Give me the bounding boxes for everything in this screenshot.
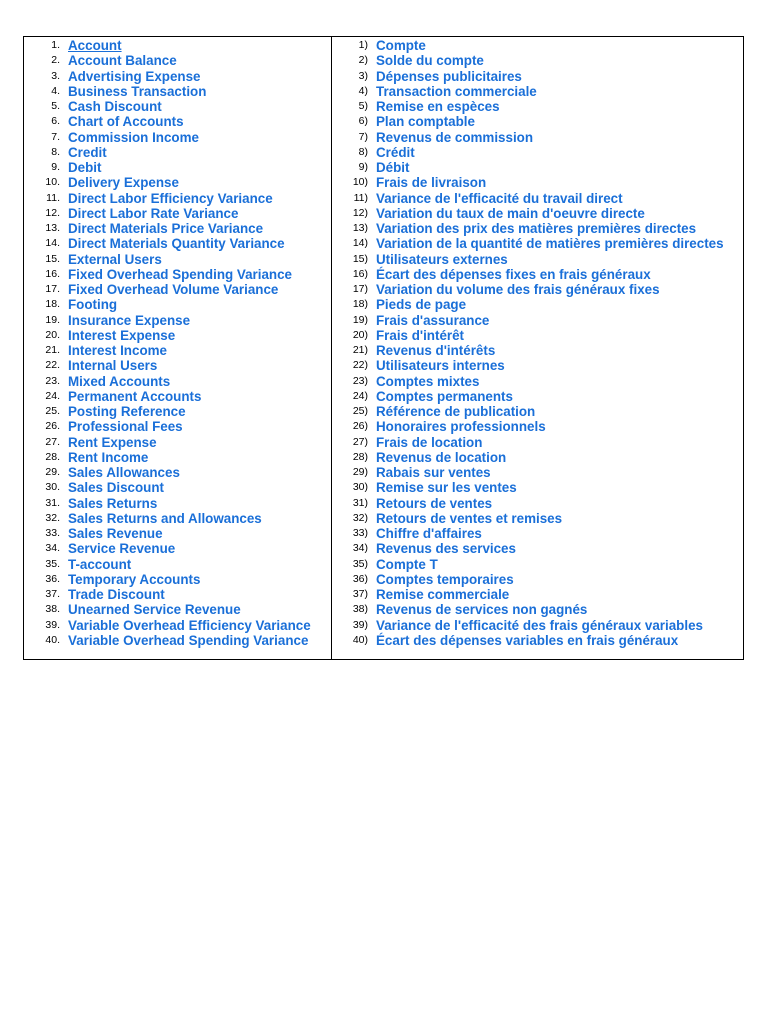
french-term-number: 8): [358, 145, 368, 158]
french-term-number: 21): [352, 344, 368, 356]
english-term-row: [24, 114, 330, 129]
english-term-number: 7.: [51, 130, 60, 143]
english-terms-column: [24, 38, 330, 648]
english-term-row: [24, 633, 330, 648]
english-term-label: Interest Income: [68, 343, 167, 358]
english-term-row: [24, 252, 330, 267]
english-term-label: Temporary Accounts: [68, 571, 201, 587]
english-term-label: Advertising Expense: [68, 68, 201, 84]
english-term-label: Insurance Expense: [68, 312, 191, 328]
french-term-row: [332, 252, 743, 267]
french-term-row: [332, 282, 743, 297]
french-term-row: [332, 618, 743, 633]
french-term-row: [332, 633, 743, 648]
english-term-row: [24, 160, 330, 175]
french-term-label: Plan comptable: [376, 114, 475, 130]
english-term-number: 5.: [51, 100, 60, 112]
french-term-label: Remise commerciale: [376, 587, 510, 602]
english-term-row: [24, 480, 330, 495]
french-term-number: 37): [352, 588, 368, 600]
english-term-label: Rent Income: [68, 449, 149, 465]
french-term-number: 33): [352, 527, 368, 539]
french-term-label: Pieds de page: [376, 297, 467, 313]
french-term-number: 38): [352, 603, 368, 616]
french-term-label: Variation de la quantité de matières premières directes: [376, 236, 724, 252]
french-term-label: Transaction commerciale: [376, 83, 537, 99]
english-term-row: [24, 343, 330, 358]
french-term-number: 23): [352, 374, 368, 387]
french-term-row: [332, 435, 743, 450]
english-term-row: [24, 84, 330, 99]
french-term-label: Écart des dépenses variables en frais généraux: [376, 632, 679, 648]
english-term-label: Permanent Accounts: [68, 388, 202, 404]
french-term-label: Comptes temporaires: [376, 571, 514, 587]
english-term-row: [24, 465, 330, 480]
english-term-row: [24, 99, 330, 114]
french-term-number: 18): [352, 298, 368, 311]
french-term-row: [332, 557, 743, 572]
english-term-row: [24, 282, 330, 297]
french-term-label: Revenus de commission: [376, 129, 534, 145]
english-term-number: 17.: [45, 283, 60, 295]
english-term-row: [24, 435, 330, 450]
english-term-number: 23.: [45, 374, 60, 387]
english-term-number: 16.: [45, 267, 60, 280]
french-term-number: 3): [358, 69, 368, 82]
french-term-row: [332, 114, 743, 129]
english-term-number: 35.: [45, 557, 60, 570]
english-term-row: [24, 541, 330, 556]
french-term-label: Dépenses publicitaires: [376, 68, 522, 84]
french-term-row: [332, 511, 743, 526]
english-term-label: Sales Revenue: [68, 526, 163, 541]
english-term-number: 1.: [51, 39, 60, 51]
french-term-row: [332, 572, 743, 587]
french-term-label: Revenus de services non gagnés: [376, 602, 588, 618]
french-term-row: [332, 99, 743, 114]
french-term-row: [332, 313, 743, 328]
english-term-row: [24, 313, 330, 328]
english-term-label: Cash Discount: [68, 99, 162, 114]
english-term-label: Commission Income: [68, 129, 199, 145]
english-term-number: 30.: [45, 481, 60, 494]
french-term-label: Comptes permanents: [376, 388, 513, 404]
french-term-number: 16): [352, 267, 368, 280]
french-term-row: [332, 374, 743, 389]
french-term-number: 40): [352, 633, 368, 646]
french-term-label: Crédit: [376, 144, 415, 160]
english-term-row: [24, 511, 330, 526]
english-term-label: Variable Overhead Spending Variance: [68, 632, 309, 648]
french-term-row: [332, 38, 743, 53]
english-term-number: 21.: [45, 344, 60, 356]
french-term-number: 27): [352, 435, 368, 448]
english-term-number: 26.: [45, 420, 60, 433]
french-term-number: 32): [352, 511, 368, 524]
english-term-row: [24, 419, 330, 434]
french-term-number: 5): [358, 100, 368, 112]
english-term-number: 27.: [45, 435, 60, 448]
french-term-number: 7): [358, 130, 368, 143]
english-term-row: [24, 221, 330, 236]
french-term-row: [332, 328, 743, 343]
english-term-row: [24, 175, 330, 190]
english-term-label: Unearned Service Revenue: [68, 602, 241, 618]
english-term-number: 20.: [45, 328, 60, 341]
french-term-label: Retours de ventes: [376, 495, 493, 511]
english-term-label: Service Revenue: [68, 541, 176, 557]
english-term-label: Sales Discount: [68, 480, 164, 496]
english-term-label: Mixed Accounts: [68, 373, 171, 389]
french-term-label: Débit: [376, 160, 410, 175]
french-term-label: Frais de livraison: [376, 175, 487, 191]
english-term-row: [24, 53, 330, 68]
french-term-row: [332, 404, 743, 419]
french-term-number: 12): [352, 206, 368, 219]
english-term-label: Business Transaction: [68, 83, 207, 99]
french-term-row: [332, 69, 743, 84]
french-term-label: Utilisateurs externes: [376, 251, 508, 267]
english-term-number: 19.: [45, 313, 60, 326]
english-term-number: 38.: [45, 603, 60, 616]
french-term-label: Écart des dépenses fixes en frais généraux: [376, 266, 651, 282]
french-term-label: Revenus des services: [376, 541, 516, 557]
french-term-number: 39): [352, 618, 368, 631]
french-term-row: [332, 541, 743, 556]
english-term-row: [24, 328, 330, 343]
english-term-label: Internal Users: [68, 358, 158, 374]
english-term-label: Sales Returns and Allowances: [68, 510, 262, 526]
french-term-row: [332, 465, 743, 480]
french-term-row: [332, 602, 743, 617]
french-term-label: Utilisateurs internes: [376, 358, 505, 374]
english-term-number: 31.: [45, 496, 60, 509]
french-term-label: Compte T: [376, 556, 438, 572]
english-term-number: 22.: [45, 359, 60, 372]
english-term-label: Footing: [68, 297, 118, 313]
english-term-label: Fixed Overhead Volume Variance: [68, 282, 279, 297]
french-term-label: Variation du volume des frais généraux fixes: [376, 282, 660, 297]
french-term-number: 2): [358, 54, 368, 67]
english-term-row: [24, 404, 330, 419]
english-term-number: 9.: [51, 161, 60, 173]
english-term-row: [24, 374, 330, 389]
french-term-label: Remise sur les ventes: [376, 480, 517, 496]
french-term-number: 28): [352, 450, 368, 463]
french-term-label: Variance de l'efficacité des frais généraux variables: [376, 617, 703, 633]
french-term-number: 11): [353, 191, 368, 204]
french-term-row: [332, 389, 743, 404]
french-term-row: [332, 130, 743, 145]
french-term-label: Rabais sur ventes: [376, 465, 491, 480]
english-term-label: Delivery Expense: [68, 175, 179, 191]
french-term-label: Chiffre d'affaires: [376, 526, 482, 541]
french-term-number: 35): [352, 557, 368, 570]
english-term-number: 24.: [45, 389, 60, 402]
english-term-number: 4.: [51, 84, 60, 97]
french-terms-column: [332, 38, 743, 648]
french-term-number: 20): [352, 328, 368, 341]
french-term-row: [332, 191, 743, 206]
french-term-number: 30): [352, 481, 368, 494]
french-term-row: [332, 175, 743, 190]
french-term-label: Revenus d'intérêts: [376, 343, 496, 358]
english-term-row: [24, 618, 330, 633]
french-term-number: 26): [352, 420, 368, 433]
english-term-label: Direct Labor Rate Variance: [68, 205, 239, 221]
french-term-label: Référence de publication: [376, 404, 536, 419]
french-term-number: 25): [352, 405, 368, 417]
english-term-label: Debit: [68, 160, 102, 175]
english-term-row: [24, 496, 330, 511]
french-term-number: 13): [352, 222, 368, 234]
english-term-number: 2.: [51, 54, 60, 67]
english-term-number: 13.: [45, 222, 60, 234]
english-term-label: External Users: [68, 251, 162, 267]
english-term-number: 12.: [45, 206, 60, 219]
english-term-label: Trade Discount: [68, 587, 165, 602]
english-term-number: 15.: [45, 252, 60, 265]
french-term-label: Solde du compte: [376, 53, 484, 69]
french-term-row: [332, 145, 743, 160]
french-term-row: [332, 358, 743, 373]
french-term-number: 1): [358, 39, 368, 51]
english-term-number: 10.: [45, 176, 60, 189]
french-term-number: 6): [358, 115, 368, 128]
english-term-row: [24, 206, 330, 221]
french-term-row: [332, 206, 743, 221]
english-term-row: [24, 602, 330, 617]
french-term-label: Variance de l'efficacité du travail direct: [376, 190, 623, 206]
english-term-label: Posting Reference: [68, 404, 186, 419]
english-term-label: Credit: [68, 144, 107, 160]
english-term-number: 6.: [51, 115, 60, 128]
english-term-label: Rent Expense: [68, 434, 157, 450]
english-term-number: 14.: [45, 237, 60, 250]
french-term-label: Honoraires professionnels: [376, 419, 546, 435]
french-term-row: [332, 160, 743, 175]
french-term-number: 15): [352, 252, 368, 265]
french-term-number: 24): [352, 389, 368, 402]
english-term-number: 40.: [45, 633, 60, 646]
english-term-label: T-account: [68, 556, 132, 572]
french-term-label: Frais d'assurance: [376, 312, 490, 328]
english-term-number: 33.: [45, 527, 60, 539]
french-term-label: Frais de location: [376, 434, 483, 450]
english-term-row: [24, 38, 330, 53]
french-term-label: Revenus de location: [376, 449, 507, 465]
english-term-row: [24, 587, 330, 602]
english-term-row: [24, 236, 330, 251]
french-term-label: Variation des prix des matières premières directes: [376, 221, 697, 236]
french-term-row: [332, 84, 743, 99]
english-term-number: 28.: [45, 450, 60, 463]
english-term-row: [24, 358, 330, 373]
english-term-row: [24, 267, 330, 282]
french-term-row: [332, 343, 743, 358]
english-term-row: [24, 297, 330, 312]
french-term-number: 29): [352, 466, 368, 478]
french-term-label: Retours de ventes et remises: [376, 510, 563, 526]
english-term-number: 8.: [51, 145, 60, 158]
english-term-label: Direct Materials Quantity Variance: [68, 236, 285, 252]
english-term-row: [24, 130, 330, 145]
english-term-row: [24, 191, 330, 206]
english-term-number: 39.: [45, 618, 60, 631]
french-term-label: Frais d'intérêt: [376, 327, 465, 343]
english-term-row: [24, 145, 330, 160]
english-term-number: 29.: [45, 466, 60, 478]
french-term-number: 36): [352, 572, 368, 585]
french-term-row: [332, 53, 743, 68]
french-term-row: [332, 236, 743, 251]
english-term-label: Sales Allowances: [68, 465, 180, 480]
french-term-row: [332, 480, 743, 495]
english-term-row: [24, 450, 330, 465]
french-term-number: 9): [358, 161, 368, 173]
french-term-number: 17): [352, 283, 368, 295]
english-term-number: 36.: [45, 572, 60, 585]
french-term-row: [332, 496, 743, 511]
english-term-label: Direct Materials Price Variance: [68, 221, 264, 236]
french-term-number: 34): [352, 542, 368, 555]
french-term-number: 22): [352, 359, 368, 372]
english-term-number: 25.: [45, 405, 60, 417]
english-term-label: Sales Returns: [68, 495, 158, 511]
french-term-number: 10): [352, 176, 368, 189]
french-term-row: [332, 526, 743, 541]
french-term-number: 4): [358, 84, 368, 97]
english-term-row: [24, 389, 330, 404]
french-term-number: 31): [352, 496, 368, 509]
english-term-row: [24, 557, 330, 572]
french-term-label: Compte: [376, 38, 426, 53]
french-term-row: [332, 587, 743, 602]
glossary-table: [23, 36, 744, 660]
french-term-number: 14): [352, 237, 368, 250]
english-term-label: Interest Expense: [68, 327, 176, 343]
account-link[interactable]: Account: [68, 38, 122, 53]
english-term-row: [24, 526, 330, 541]
english-term-row: [24, 572, 330, 587]
french-term-row: [332, 297, 743, 312]
english-term-label: Fixed Overhead Spending Variance: [68, 266, 292, 282]
french-term-row: [332, 221, 743, 236]
french-term-label: Remise en espèces: [376, 99, 500, 114]
french-term-label: Comptes mixtes: [376, 373, 480, 389]
english-term-label: Account Balance: [68, 53, 177, 69]
english-term-label: Professional Fees: [68, 419, 183, 435]
english-term-label: Chart of Accounts: [68, 114, 184, 130]
english-term-label: Direct Labor Efficiency Variance: [68, 190, 273, 206]
english-term-number: 34.: [45, 542, 60, 555]
english-term-label: Variable Overhead Efficiency Variance: [68, 617, 311, 633]
english-term-number: 11.: [46, 191, 60, 204]
english-term-number: 37.: [45, 588, 60, 600]
french-term-row: [332, 267, 743, 282]
french-term-row: [332, 450, 743, 465]
english-term-row: [24, 69, 330, 84]
english-term-number: 3.: [51, 69, 60, 82]
french-term-row: [332, 419, 743, 434]
french-term-number: 19): [352, 313, 368, 326]
english-term-number: 18.: [45, 298, 60, 311]
french-term-label: Variation du taux de main d'oeuvre directe: [376, 205, 645, 221]
english-term-number: 32.: [45, 511, 60, 524]
